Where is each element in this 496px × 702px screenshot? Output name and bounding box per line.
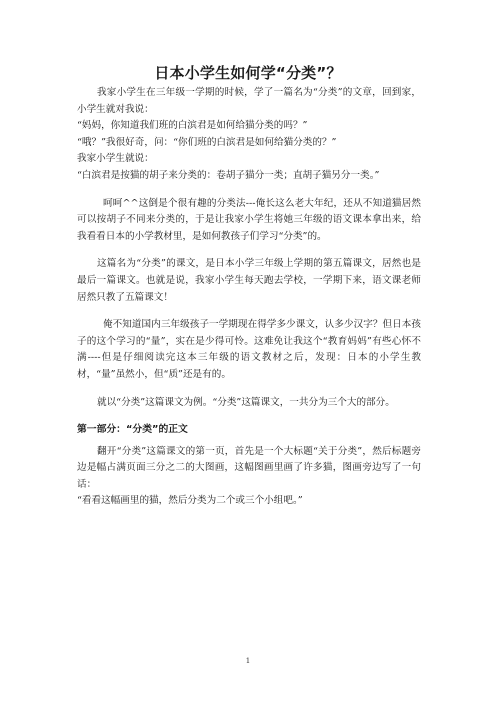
quote-instruction: “看看这幅画里的猫，然后分类为二个或三个小组吧。”	[77, 495, 303, 507]
paragraph-reflection: 呵呵^^这倒是个很有趣的分类法---俺长这么老大年纪，还从不知道猫居然可以按胡子不同来分类的，于是让我家小学生将她三年级的语文课本拿出来，给我看看日本的小学教材里，是如何教孩子们学习“分类”的。	[77, 197, 421, 242]
paragraph-intro: 我家小学生在三年级一学期的时候，学了一篇名为“分类”的文章，回到家，小学生就对我说：	[77, 87, 421, 115]
paragraph-quantity-quality: 俺不知道国内三年级孩子一学期现在得学多少课文，认多少汉字？但日本孩子的这个学习的“量”，实在是少得可怜。这难免让我这个“教育妈妈”有些心怀不满----但是仔细阅读完这本三年级的语文教材之后，发现：日本的小学生教材，“量”虽然小，但“质”还是有的。	[77, 319, 421, 380]
quote-mother-reply: “哦？”我很好奇，问：“你们班的白滨君是如何给猫分类的？”	[77, 136, 337, 148]
paragraph-lesson-count: 这篇名为“分类”的课文，是日本小学三年级上学期的第五篇课文，居然也是最后一篇课文。也就是说，我家小学生每天跑去学校，一学期下来，语文课老师居然只教了五篇课文！	[77, 258, 421, 303]
quote-child-question: “妈妈，你知道我们班的白滨君是如何给猫分类的吗？”	[77, 120, 308, 132]
paragraph-example: 就以“分类”这篇课文为例。“分类”这篇课文，一共分为三个大的部分。	[97, 396, 395, 408]
page-number: 1	[245, 657, 251, 665]
quote-classification: “白滨君是按猫的胡子来分类的：卷胡子猫分一类；直胡子猫另分一类。”	[77, 169, 380, 181]
document-title: 日本小学生如何学“分类”？	[154, 64, 342, 82]
paragraph-child-says: 我家小学生就说：	[77, 153, 154, 165]
document-body	[77, 85, 421, 510]
section-heading: 第一部分：“分类”的正文	[77, 424, 188, 436]
paragraph-first-page: 翻开“分类”这篇课文的第一页，首先是一个大标题“关于分类”，然后标题旁边是幅占满页面三分之二的大图画，这幅图画里画了许多猫，图画旁边写了一句话：	[77, 445, 421, 490]
